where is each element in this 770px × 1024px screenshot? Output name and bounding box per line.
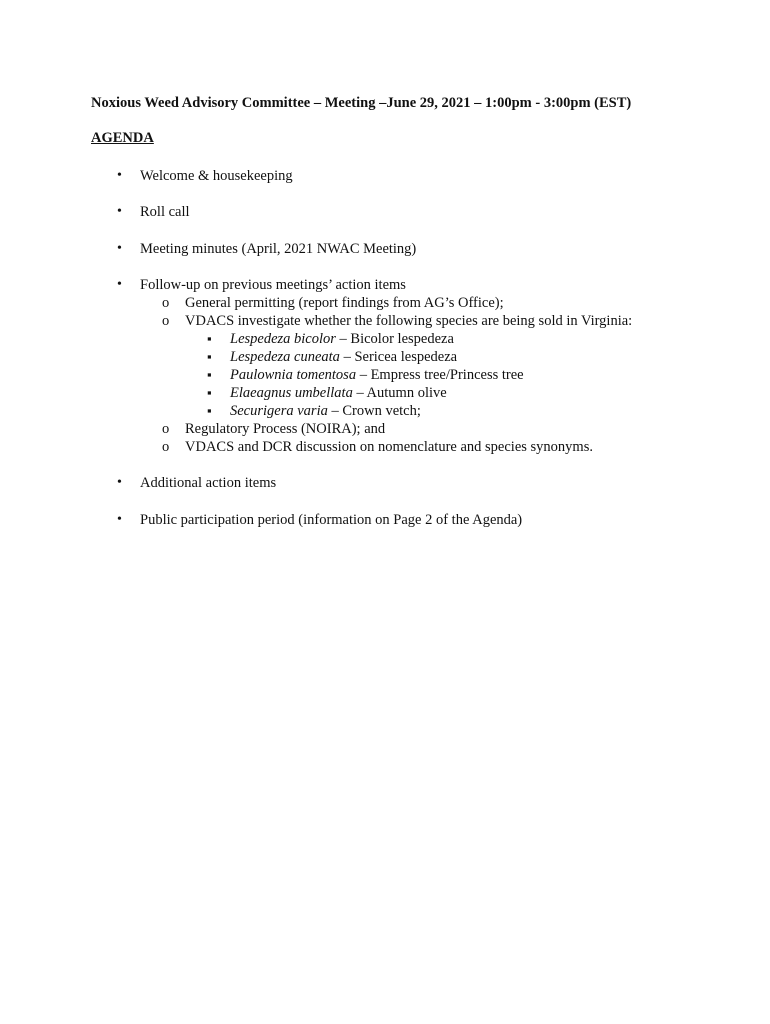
sub-item: o General permitting (report findings from AG’s Office); [185, 294, 504, 312]
agenda-item: • Additional action items [140, 474, 276, 492]
agenda-item: • Meeting minutes (April, 2021 NWAC Meeting) [140, 240, 416, 258]
species-scientific-name: Paulownia tomentosa [230, 367, 357, 383]
species-common-name: – Bicolor lespedeza [335, 331, 454, 347]
agenda-item: • Follow-up on previous meetings’ action items [140, 276, 406, 294]
sub-item: o VDACS and DCR discussion on nomenclature and species synonyms. [185, 438, 593, 456]
species-item [230, 330, 454, 348]
species-common-name: – Crown vetch; [327, 403, 421, 419]
document-title: Noxious Weed Advisory Committee – Meeting –June 29, 2021 – 1:00pm - 3:00pm (EST) [91, 95, 632, 111]
species-scientific-name: Securigera varia [230, 403, 328, 419]
agenda-heading: AGENDA [91, 130, 154, 146]
species-item [230, 384, 447, 402]
sub-item: o Regulatory Process (NOIRA); and [185, 420, 385, 438]
species-scientific-name: Elaeagnus umbellata [230, 385, 353, 401]
species-scientific-name: Lespedeza bicolor [230, 331, 336, 347]
species-scientific-name: Lespedeza cuneata [230, 349, 340, 365]
species-item [230, 402, 421, 420]
agenda-item: • Roll call [140, 203, 190, 221]
species-item [230, 348, 457, 366]
sub-item: o VDACS investigate whether the following species are being sold in Virginia: [185, 312, 632, 330]
agenda-item: • Public participation period (information on Page 2 of the Agenda) [140, 511, 522, 529]
species-common-name: – Empress tree/Princess tree [356, 367, 524, 383]
species-item [230, 366, 524, 384]
species-common-name: – Sericea lespedeza [339, 349, 458, 365]
agenda-item: • Welcome & housekeeping [140, 167, 293, 185]
species-common-name: – Autumn olive [352, 385, 447, 401]
